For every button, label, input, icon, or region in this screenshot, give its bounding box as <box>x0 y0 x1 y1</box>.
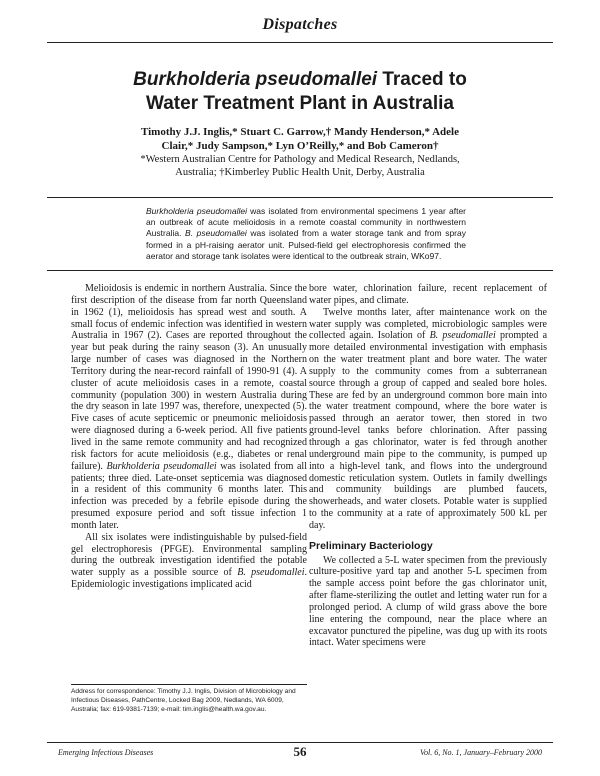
left-p1-text-a: Melioidosis is endemic in northern Australia. Since the first description of the disease from far north Queensland in 1962 (1), melioidosis has spread west and south. A small focus of endemic infection was identified in western Australia in 1967 (2). Cases are reported throughout the year but peak during the rainy season (3). An unusually large number of cases was diagnosed in the Northern Territory during the near-record rainfall of 1990-91 (4). A cluster of acute melioidosis cases in a remote, coastal community (population 300) in western Australia during the dry season in late 1997 was, therefore, unexpected (5). Five cases of acute septicemic or pneumonic melioidosis were diagnosed during a 6-week period. All five patients lived in the same remote community and had recognized risk factors for acute melioidosis (e.g., diabetes or renal failure). <box>71 283 307 472</box>
page-number: 56 <box>293 744 307 759</box>
affiliations <box>95 153 505 179</box>
right-paragraph-3: We collected a 5-L water specimen from the previously culture-positive yard tap and another 5-L specimen from the sample access point before the gas chlorinator unit, after flame-sterilizing the outlet and letting water run for a prolonged period. A clump of wild grass above the bore line entering the compound, near the place where an excavator punctured the pipeline, was dug up with its roots intact. Water specimens were <box>309 554 547 649</box>
title-rest: Traced to <box>377 69 467 90</box>
left-p1-text-b: was isolated from all patients; three died. Late-onset septicemia was diagnosed in a resident of this community 6 months later. This infection was preceded by a febrile episode during the presumed exposure period and soft tissue infection 1 month later. <box>71 460 307 531</box>
abstract-s2-rest: was isolated from a water storage tank and from spray formed in a pH-raising aerator unit. Pulsed-field gel electrophoresis confirmed the aerator and storage tank isolates were identical to the outbreak strain, WKo97. <box>146 228 466 261</box>
left-p2-italic: B. pseudomallei <box>237 567 305 579</box>
authors-line1: Timothy J.J. Inglis,* Stuart C. Garrow,† Mandy Henderson,* Adele <box>140 126 459 138</box>
abstract-top-rule <box>47 197 553 198</box>
right-paragraph-2 <box>309 307 547 532</box>
abstract-s1-italic: Burkholderia pseudomallei <box>146 206 247 216</box>
affil-line1: *Western Australian Centre for Pathology and Medical Research, Nedlands, <box>140 154 460 165</box>
left-column <box>71 283 307 591</box>
correspondence-footnote: Address for correspondence: Timothy J.J. Inglis, Division of Microbiology and Infectious Diseases, PathCentre, Locked Bag 2009, Nedlands, WA 6009, Australia; fax: 619-9381-7139; e-mail: tim.inglis@health.wa.gov.au. <box>71 688 296 713</box>
abstract-bottom-rule <box>47 270 553 271</box>
abstract-text <box>146 206 466 262</box>
abstract-s2-italic: B. pseudomallei <box>185 228 247 239</box>
left-p2-text-a: All six isolates were indistinguishable by pulsed-field gel electrophoresis (PFGE). Environmental sampling during the outbreak investigation identified the potable water supply as a possible source of <box>71 531 307 579</box>
author-list <box>95 125 505 153</box>
title-italic: Burkholderia pseudomallei <box>133 69 378 90</box>
left-p1-italic: Burkholderia pseudomallei <box>106 460 217 472</box>
section-label: Dispatches <box>262 16 338 33</box>
left-paragraph-1 <box>71 283 307 532</box>
affil-line2: Australia; †Kimberley Public Health Unit, Derby, Australia <box>175 167 425 178</box>
header-rule <box>47 42 553 43</box>
footer-issue: Vol. 6, No. 1, January–February 2000 <box>420 748 542 757</box>
right-column <box>309 283 547 649</box>
authors-line2: Clair,* Judy Sampson,* Lyn O’Reilly,* and Bob Cameron† <box>161 140 439 152</box>
footnote-rule <box>71 684 307 685</box>
right-p2-text-a: Twelve months later, after maintenance work on the water supply was completed, microbiologic samples were collected again. Isolation of <box>309 306 547 342</box>
right-paragraph-1: bore water, chlorination failure, recent replacement of water pipes, and climate. <box>309 283 547 306</box>
left-p2-text-b: . Epidemiologic investigations implicated acid <box>71 567 307 591</box>
section-heading: Preliminary Bacteriology <box>309 539 433 552</box>
right-p2-italic: B. pseudomallei <box>429 330 496 342</box>
footer-journal: Emerging Infectious Diseases <box>58 748 154 757</box>
right-p2-text-b: prompted a more detailed environmental investigation with emphasis on the water treatment plant and bore water. The water supply to the community comes from a subterranean source through a group of capped and sealed bore holes. These are fed by an underground common bore main into the water treatment compound, where the bore water is passed through an aerator tower, then stored in two ground-level tanks before chlorination. After passing through a gas chlorinator, water is fed through another underground main pipe to the community, is pumped up into a high-level tank, and flows into the underground domestic reticulation system. Outlets in family dwellings and community buildings are plumbed faucets, showerheads, and water closets. Potable water is supplied to the community at a rate of approximately 500 kL per day. <box>309 330 548 531</box>
article-title <box>40 68 560 116</box>
abstract <box>146 206 466 262</box>
footer-rule <box>47 742 553 743</box>
abstract-s1-rest: was isolated from environmental specimens 1 year after an outbreak of acute melioidosis in a remote coastal community in northwestern Australia. <box>146 206 466 239</box>
title-line2: Water Treatment Plant in Australia <box>146 93 454 114</box>
left-paragraph-2 <box>71 532 307 591</box>
